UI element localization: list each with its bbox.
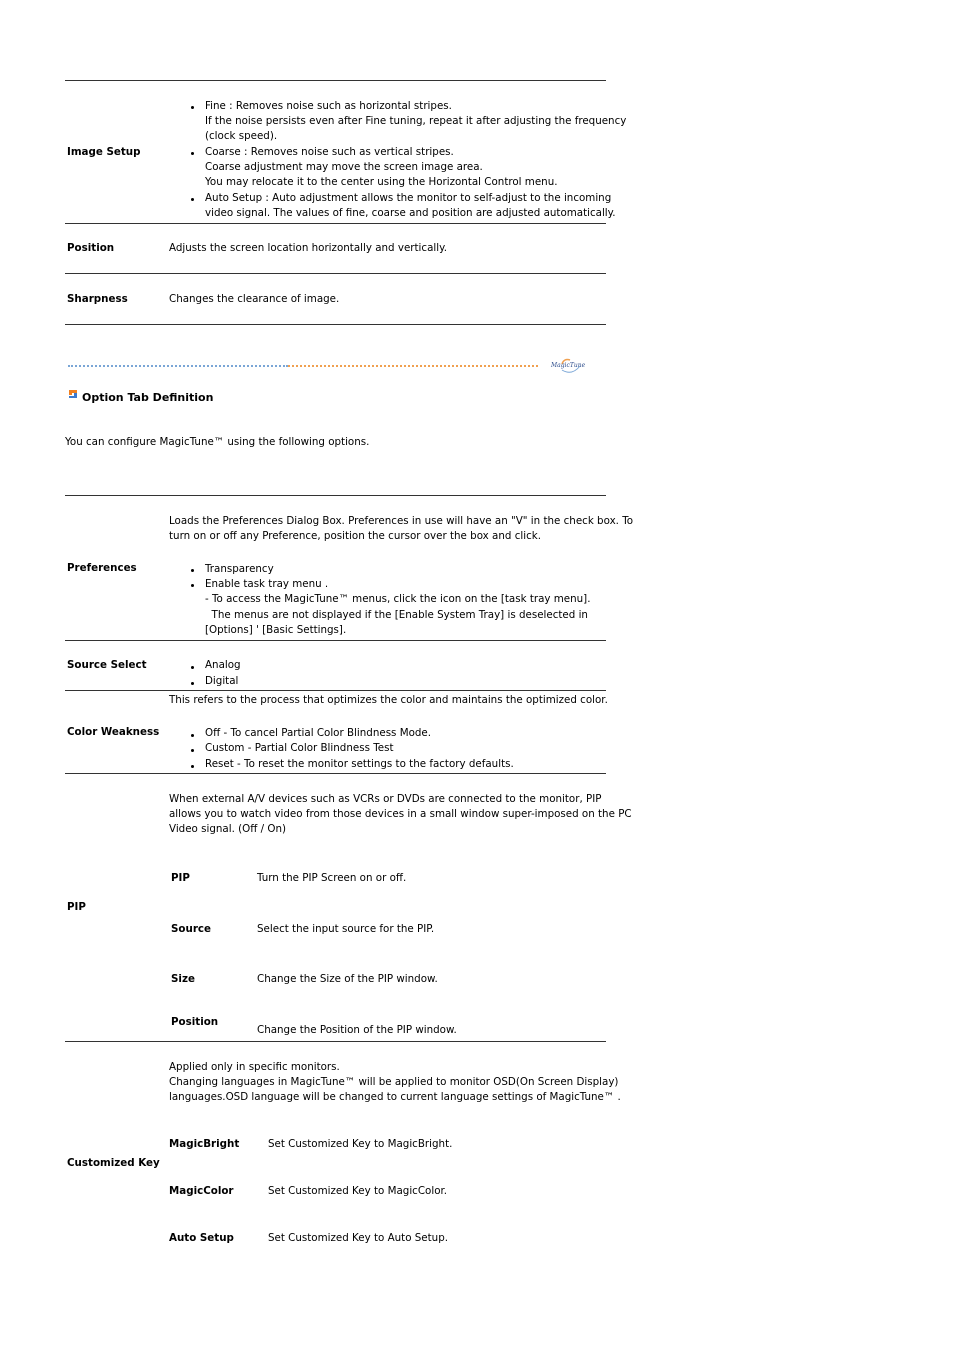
section-title: Option Tab Definition xyxy=(82,391,214,404)
sub-label: MagicColor xyxy=(169,1185,234,1197)
divider xyxy=(65,640,606,641)
sub-text: Select the input source for the PIP. xyxy=(257,923,435,935)
dotted-divider-blue xyxy=(68,365,288,367)
row-label-color-weakness: Color Weakness xyxy=(67,726,160,738)
text-line: Digital xyxy=(205,675,239,687)
text-line: (clock speed). xyxy=(205,130,278,142)
text-line: allows you to watch video from those devices in a small window super-imposed on the PC xyxy=(169,808,632,820)
sub-text: Change the Size of the PIP window. xyxy=(257,973,438,985)
bullet xyxy=(191,569,194,572)
sub-label: MagicBright xyxy=(169,1138,240,1150)
bullet xyxy=(191,106,194,109)
bullet xyxy=(191,734,194,737)
divider xyxy=(65,495,606,496)
divider xyxy=(65,1041,606,1042)
divider xyxy=(65,80,606,81)
bullet xyxy=(191,765,194,768)
text-line: languages.OSD language will be changed to current language settings of MagicTune™ . xyxy=(169,1091,621,1103)
text-line: [Options] ' [Basic Settings]. xyxy=(205,624,347,636)
text-line: This refers to the process that optimizes the color and maintains the optimized color. xyxy=(169,694,608,706)
sub-text: Set Customized Key to MagicBright. xyxy=(268,1138,453,1150)
sub-label: Auto Setup xyxy=(169,1232,234,1244)
row-label-source-select: Source Select xyxy=(67,659,147,671)
text-line: Fine : Removes noise such as horizontal stripes. xyxy=(205,100,452,112)
divider xyxy=(65,223,606,224)
text-line: Loads the Preferences Dialog Box. Preferences in use will have an "V" in the check box. To xyxy=(169,515,634,527)
text-line: Coarse adjustment may move the screen image area. xyxy=(205,161,483,173)
row-text: Changes the clearance of image. xyxy=(169,293,340,305)
bullet xyxy=(191,584,194,587)
divider xyxy=(65,690,606,691)
row-label-sharpness: Sharpness xyxy=(67,293,128,305)
bullet xyxy=(191,198,194,201)
row-label-image-setup: Image Setup xyxy=(67,146,141,158)
row-text: Adjusts the screen location horizontally and vertically. xyxy=(169,242,448,254)
text-line: Transparency xyxy=(205,563,274,575)
row-label-pip: PIP xyxy=(67,901,86,913)
sub-text: Change the Position of the PIP window. xyxy=(257,1024,457,1036)
text-line: Analog xyxy=(205,659,241,671)
text-line: You may relocate it to the center using the Horizontal Control menu. xyxy=(205,176,558,188)
bullet xyxy=(191,682,194,685)
text-line: Enable task tray menu . xyxy=(205,578,329,590)
sub-text: Turn the PIP Screen on or off. xyxy=(257,872,407,884)
divider xyxy=(65,773,606,774)
sub-label: Position xyxy=(171,1016,219,1028)
bullet xyxy=(191,152,194,155)
text-line: If the noise persists even after Fine tuning, repeat it after adjusting the frequency xyxy=(205,115,627,127)
row-label-position: Position xyxy=(67,242,115,254)
text-line: Auto Setup : Auto adjustment allows the monitor to self-adjust to the incoming xyxy=(205,192,612,204)
sub-label: Source xyxy=(171,923,211,935)
text-line: - To access the MagicTune™ menus, click the icon on the [task tray menu]. xyxy=(205,593,591,605)
section-icon xyxy=(69,390,77,398)
section-intro: You can configure MagicTune™ using the following options. xyxy=(65,436,370,448)
text-line: Off - To cancel Partial Color Blindness Mode. xyxy=(205,727,432,739)
text-line: video signal. The values of fine, coarse and position are adjusted automatically. xyxy=(205,207,616,219)
dotted-divider-orange xyxy=(288,365,538,367)
text-line: The menus are not displayed if the [Enable System Tray] is deselected in xyxy=(205,609,588,621)
text-line: Coarse : Removes noise such as vertical stripes. xyxy=(205,146,454,158)
magictune-logo: MagicTune xyxy=(550,356,586,376)
text-line: Reset - To reset the monitor settings to the factory defaults. xyxy=(205,758,514,770)
divider xyxy=(65,273,606,274)
row-label-preferences: Preferences xyxy=(67,562,137,574)
text-line: When external A/V devices such as VCRs or DVDs are connected to the monitor, PIP xyxy=(169,793,602,805)
sub-label: Size xyxy=(171,973,195,985)
text-line: turn on or off any Preference, position the cursor over the box and click. xyxy=(169,530,541,542)
divider xyxy=(65,324,606,325)
text-line: Video signal. (Off / On) xyxy=(169,823,287,835)
text-line: Changing languages in MagicTune™ will be applied to monitor OSD(On Screen Display) xyxy=(169,1076,619,1088)
sub-text: Set Customized Key to Auto Setup. xyxy=(268,1232,449,1244)
sub-label: PIP xyxy=(171,872,190,884)
text-line: Custom - Partial Color Blindness Test xyxy=(205,742,394,754)
row-label-customized-key: Customized Key xyxy=(67,1157,160,1169)
bullet xyxy=(191,666,194,669)
sub-text: Set Customized Key to MagicColor. xyxy=(268,1185,448,1197)
text-line: Applied only in specific monitors. xyxy=(169,1061,340,1073)
bullet xyxy=(191,749,194,752)
